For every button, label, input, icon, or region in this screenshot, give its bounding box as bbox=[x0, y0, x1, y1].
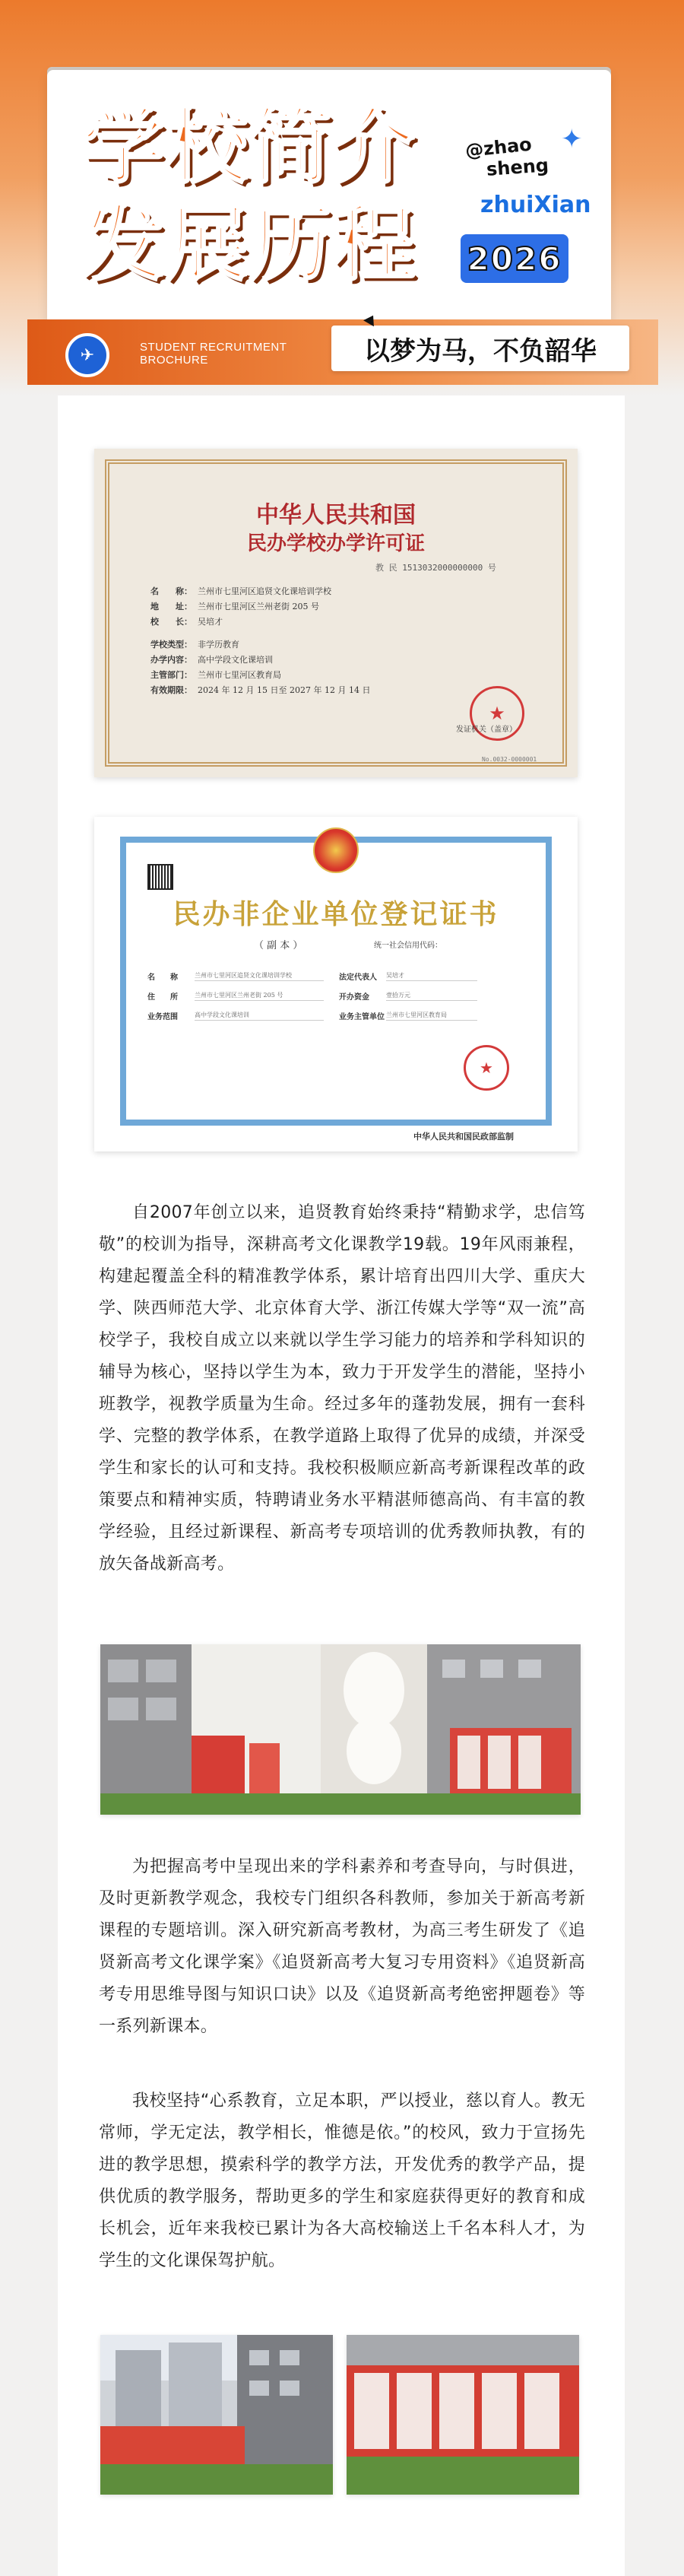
intro-paragraph: 自2007年创立以来，追贤教育始终秉持“精勤求学，忠信笃敬”的校训为指导，深耕高考文化课教学19载。19年风雨兼程，构建起覆盖全科的精准教学体系，累计培育出四川大学、重庆大学、陕西师范大学、北京体育大学、浙江传媒大学等“双一流”高校学子，我校自成立以来就以学生学习能力的培养和学科知识的辅导为核心，坚持以学生为本，致力于开发学生的潜能，坚持小班教学，视教学质量为生命。经过多年的蓬勃发展，拥有一套科学、完整的教学体系，在教学道路上取得了优异的成绩，并深受学生和家长的认可和支持。我校积极顺应新高考新课程改革的政策要点和精神实质，特聘请业务水平精湛师德高尚、有丰富的教学经验，且经过新课程、新高考专项培训的优秀教师执教，有的放矢备战新高考。 bbox=[99, 1203, 585, 1574]
year-badge bbox=[461, 234, 568, 283]
school-logo-icon: ✈ bbox=[65, 333, 109, 377]
school-license-certificate bbox=[94, 449, 578, 777]
billboard-illustration bbox=[347, 2335, 579, 2495]
credit-code-label: 统一社会信用代码： bbox=[374, 942, 442, 950]
license-number: 教 民 1513032000000000 号 bbox=[375, 563, 496, 573]
campus-courtyard-photo bbox=[100, 1644, 581, 1815]
pinyin-tag-1: @zhao bbox=[464, 133, 533, 162]
year-text: 2026 bbox=[467, 240, 562, 278]
certificate-row: 名 称 兰州市七里河区追贤文化课培训学校 法定代表人 吴培才 bbox=[147, 966, 527, 986]
certificate-row: 住 所 兰州市七里河区兰州老街 205 号 开办资金 壹拾万元 bbox=[147, 986, 527, 1005]
slogan-box: 以梦为马，不负韶华 bbox=[331, 326, 629, 371]
license-issuer-sign: 发证机关（盖章） bbox=[456, 726, 517, 734]
campus-building-photo bbox=[100, 2335, 333, 2495]
training-paragraph: 为把握高考中呈现出来的学科素养和考查导向，与时俱进，及时更新教学观念，我校专门组织各科教师，参加关于新高考新课程的专题培训。深入研究新高考教材，为高三考生研发了《追贤新高考文化课学案》《追贤新高考大复习专用资料》《追贤新高考专用思维导图与知识口诀》以及《追贤新高考绝密押题卷》等一系列新课本。 bbox=[99, 1857, 585, 2036]
pinyin-tag-3: zhuiXian bbox=[480, 192, 591, 218]
certificate-row: 业务范围 高中学段文化课培训 业务主管单位 兰州市七里河区教育局 bbox=[147, 1005, 527, 1025]
pinyin-tag-2: sheng bbox=[486, 154, 549, 180]
license-code: No.0032-0000001 bbox=[482, 756, 537, 763]
title-line-1: 学校简介 bbox=[82, 100, 417, 195]
official-seal-icon: ★ bbox=[464, 1045, 509, 1091]
qr-code-icon bbox=[147, 864, 173, 890]
license-row: 地 址： 兰州市七里河区兰州老街 205 号 bbox=[150, 602, 319, 611]
license-row: 名 称： 兰州市七里河区追贤文化课培训学校 bbox=[150, 586, 331, 596]
registration-certificate bbox=[94, 817, 578, 1151]
sparkle-icon: ✦ bbox=[561, 124, 583, 154]
license-title-1: 中华人民共和国 bbox=[256, 502, 416, 529]
brochure-subtitle-line1: STUDENT RECRUITMENT bbox=[140, 341, 287, 354]
license-title-2: 民办学校办学许可证 bbox=[246, 532, 425, 555]
courtyard-illustration bbox=[100, 1644, 581, 1815]
certificate-fields bbox=[147, 966, 527, 1025]
license-fields bbox=[150, 584, 470, 698]
license-row: 学校类型： 非学历教育 bbox=[150, 640, 239, 650]
official-seal-icon: ★ bbox=[470, 686, 524, 741]
brochure-subtitle-line2: BROCHURE bbox=[140, 354, 208, 367]
campus-billboard-photo bbox=[347, 2335, 579, 2495]
license-row: 校 长： 吴培才 bbox=[150, 617, 223, 627]
license-row: 主管部门： 兰州市七里河区教育局 bbox=[150, 670, 281, 680]
school-motto-paragraph: 我校坚持“心系教育，立足本职，严以授业，慈以育人。教无常师，学无定法，教学相长，惟德是依。”的校风，致力于宣扬先进的教学思想，摸索科学的教学方法，开发优秀的教学产品，提供优质的教学服务，帮助更多的学生和家庭获得更好的教育和成长机会，近年来我校已累计为各大高校输送上千名本科人才，为学生的文化课保驾护航。 bbox=[99, 2092, 585, 2270]
certificate-copy-label: （ 副 本 ） bbox=[254, 940, 303, 951]
title-line-2: 发展历程 bbox=[82, 197, 417, 292]
certificate-issuer: 中华人民共和国民政部监制 bbox=[413, 1132, 514, 1142]
building-illustration bbox=[100, 2335, 333, 2495]
license-row: 办学内容： 高中学段文化课培训 bbox=[150, 655, 273, 665]
license-row: 有效期限： 2024 年 12 月 15 日至 2027 年 12 月 14 日 bbox=[150, 685, 371, 695]
certificate-title: 民办非企业单位登记证书 bbox=[173, 899, 499, 930]
national-emblem-icon bbox=[313, 827, 359, 873]
brochure-subtitle bbox=[140, 341, 287, 367]
